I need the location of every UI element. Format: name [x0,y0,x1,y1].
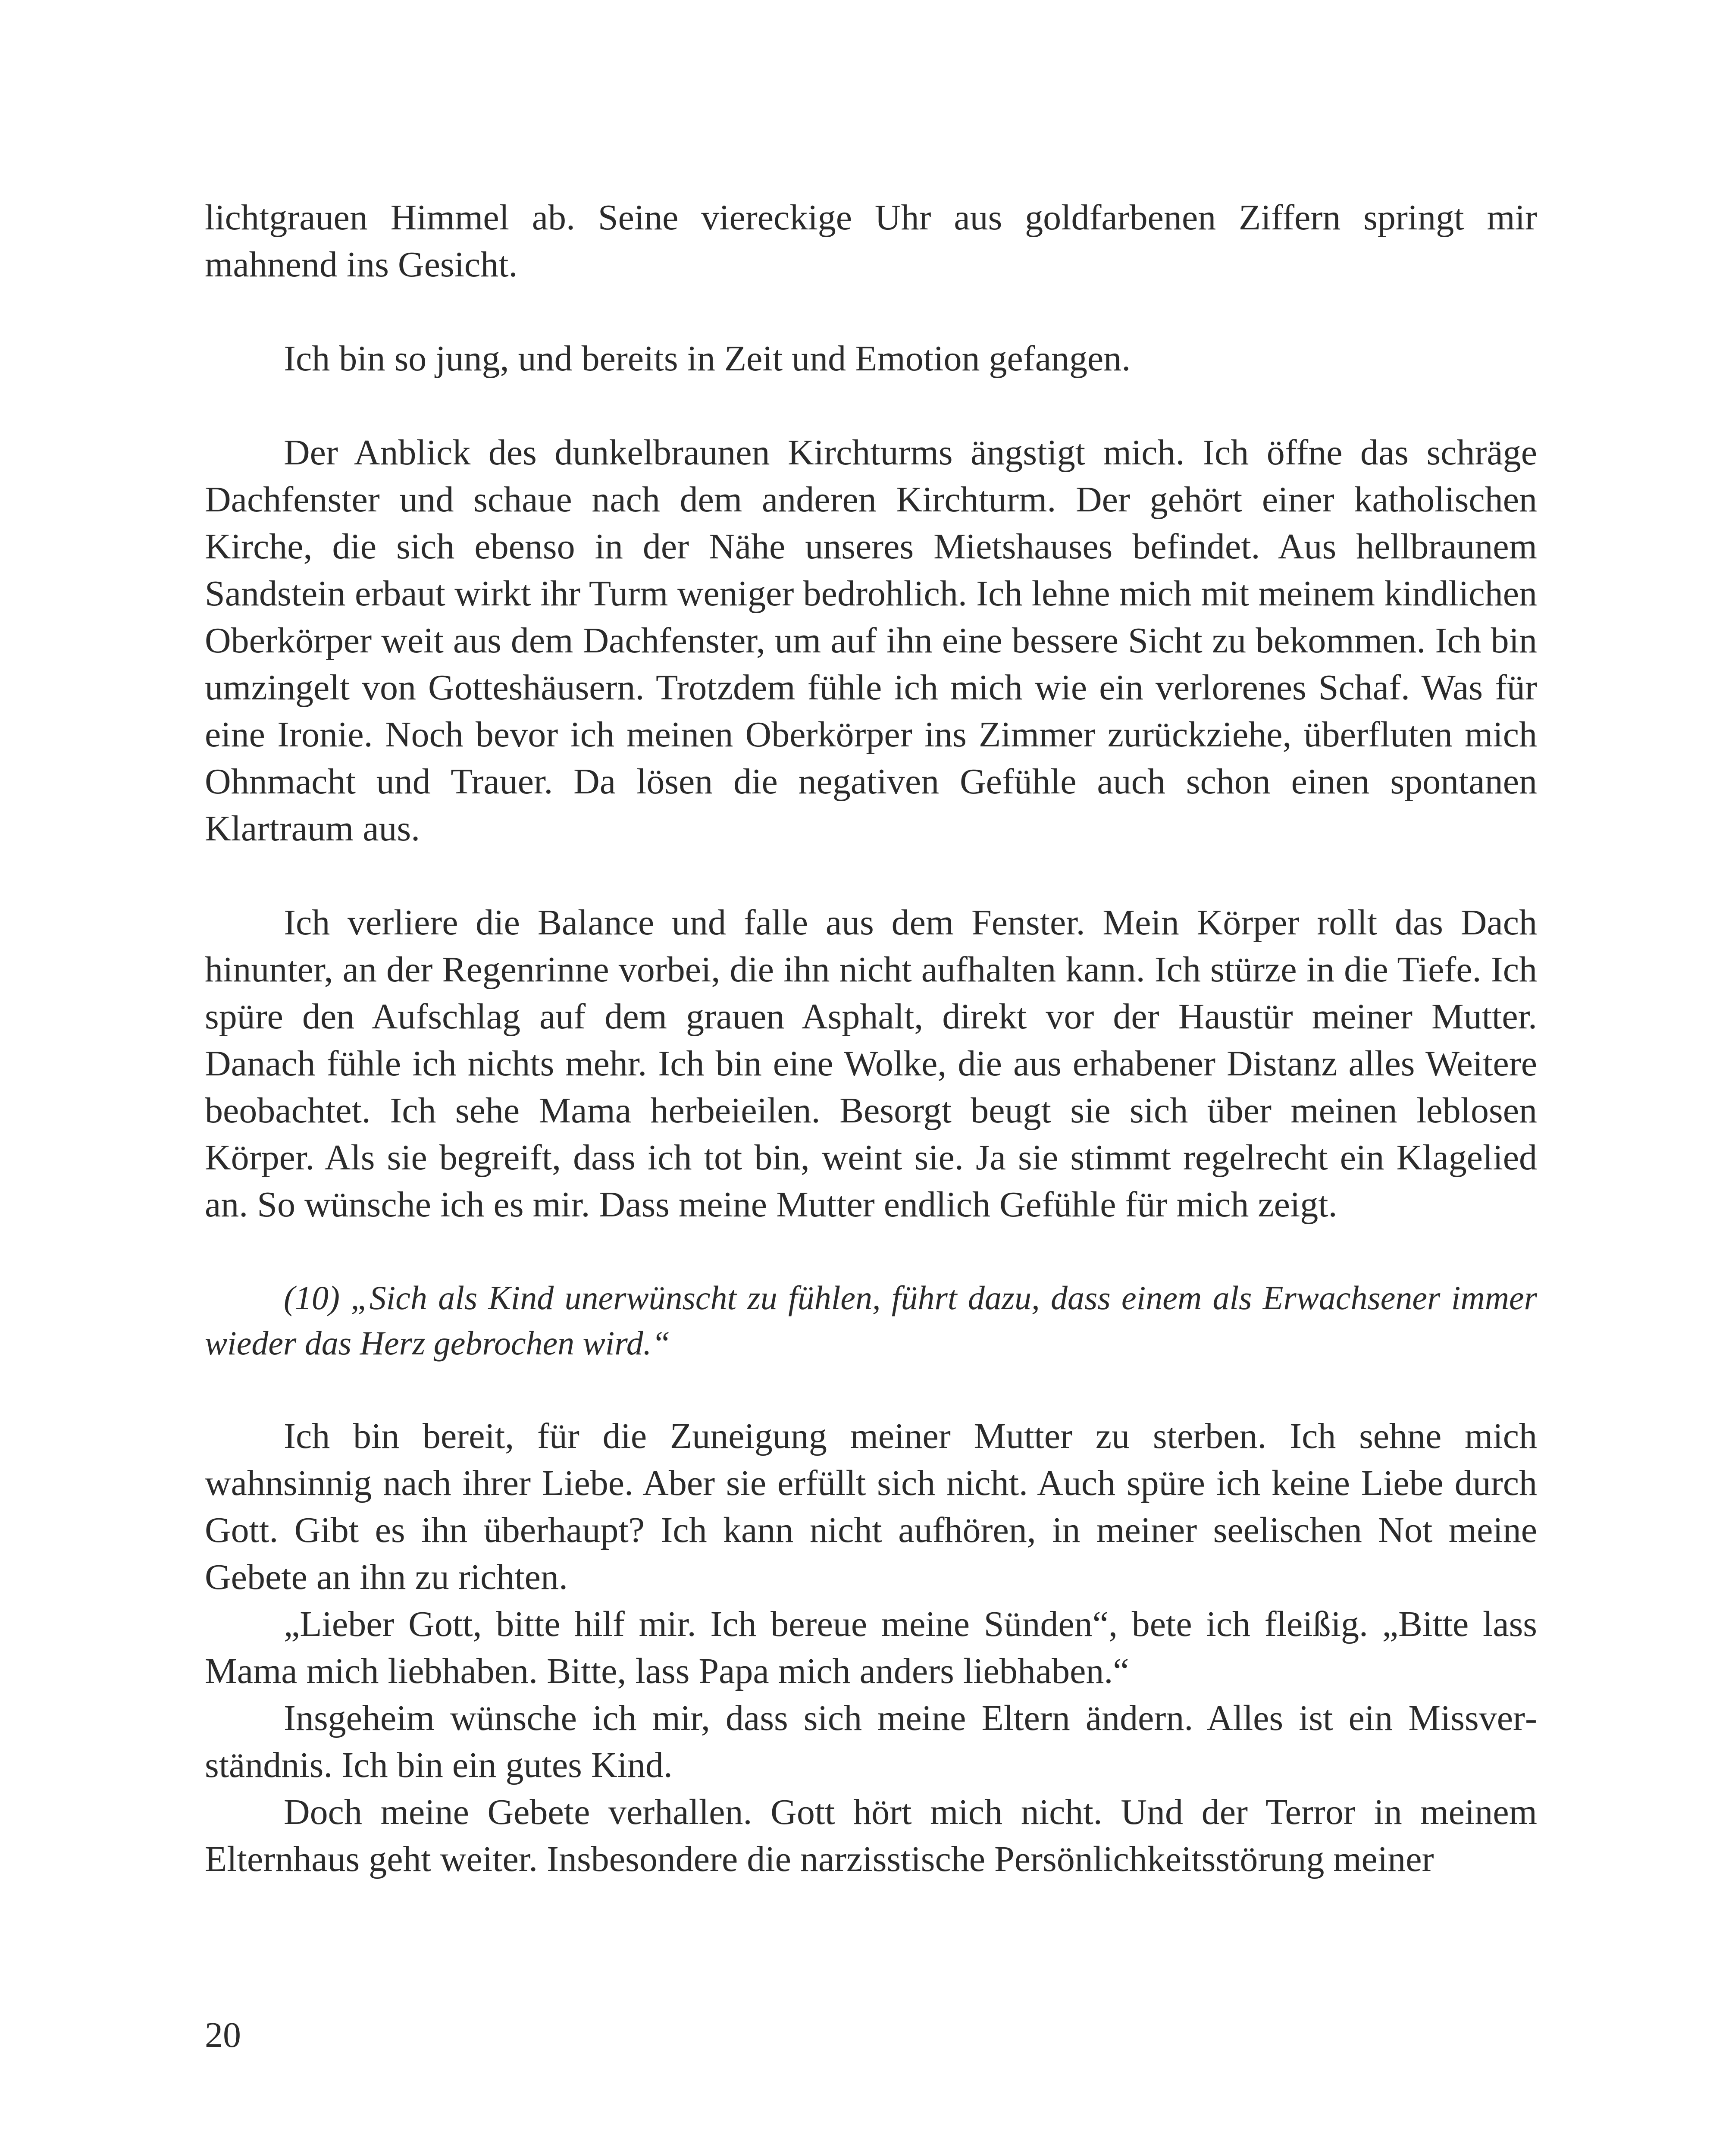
paragraph: „Lieber Gott, bitte hilf mir. Ich bereue meine Sünden“, bete ich fleißig. „Bitte lass Mama mich liebhaben. Bitte, lass Papa mich anders liebhaben.“ [205,1604,1537,1691]
paragraph: Ich bin bereit, für die Zuneigung meiner Mutter zu sterben. Ich sehne mich wahnsinnig nach ihrer Liebe. Aber sie erfüllt sich nicht. Auch spüre ich keine Liebe durch Gott. Gibt es ihn überhaupt? Ich kann nicht aufhören, in meiner seelischen Not meine Gebete an ihn zu richten. [205,1416,1537,1597]
paragraph: Doch meine Gebete verhallen. Gott hört mich nicht. Und der Terror in meinem Elternhaus geht weiter. Insbesondere die narzisstische Persönlichkeitsstörung meiner [205,1792,1537,1879]
paragraph-continuation: lichtgrauen Himmel ab. Seine viereckige Uhr aus goldfarbenen Ziffern springt mir mahnend ins Gesicht. [205,197,1537,285]
paragraph: Ich bin so jung, und bereits in Zeit und Emotion gefangen. [284,338,1131,379]
page-number: 20 [205,2015,241,2055]
body-text [205,194,1537,1883]
numbered-quote: (10) „Sich als Kind unerwünscht zu fühlen, führt dazu, dass einem als Erwachsener immer wieder das Herz gebrochen wird.“ [205,1279,1537,1362]
paragraph: Insgeheim wünsche ich mir, dass sich meine Eltern ändern. Alles ist ein Missverständnis. Ich bin ein gutes Kind. [205,1698,1537,1785]
paragraph: Ich verliere die Balance und falle aus dem Fenster. Mein Körper rollt das Dach hinunter, an der Regenrinne vorbei, die ihn nicht aufhalten kann. Ich stürze in die Tiefe. Ich spüre den Aufschlag auf dem grauen Asphalt, direkt vor der Haustür meiner Mutter. Danach fühle ich nichts mehr. Ich bin eine Wolke, die aus erhabener Distanz alles Weitere beobachtet. Ich sehe Mama herbeieilen. Besorgt beugt sie sich über meinen leblosen Körper. Als sie begreift, dass ich tot bin, weint sie. Ja sie stimmt regelrecht ein Klagelied an. So wünsche ich es mir. Dass meine Mutter endlich Gefühle für mich zeigt. [205,903,1537,1225]
paragraph: Der Anblick des dunkelbraunen Kirchturms ängstigt mich. Ich öffne das schräge Dachfenster und schaue nach dem anderen Kirchturm. Der gehört einer katholischen Kirche, die sich ebenso in der Nähe unseres Mietshauses befindet. Aus hellbraunem Sandstein erbaut wirkt ihr Turm weniger bedrohlich. Ich lehne mich mit meinem kindlichen Oberkörper weit aus dem Dachfenster, um auf ihn eine bessere Sicht zu bekommen. Ich bin umzingelt von Gotteshäusern. Trotzdem fühle ich mich wie ein verlorenes Schaf. Was für eine Ironie. Noch bevor ich meinen Oberkörper ins Zimmer zurückziehe, überfluten mich Ohnmacht und Trauer. Da lösen die negativen Gefühle auch schon einen spontanen Klartraum aus. [205,432,1537,849]
